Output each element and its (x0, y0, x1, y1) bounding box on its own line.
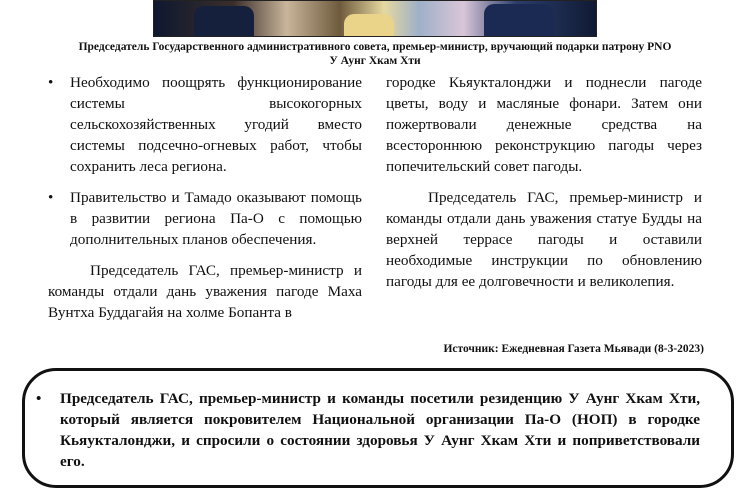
photo-caption (20, 40, 730, 68)
bullet-icon: • (36, 390, 42, 407)
paragraph: городке Кьяукталонджи и поднесли пагоде цветы, воду и масляные фонари. Затем они пожертвовали денежные средства на всестороннюю реконструкцию пагоды через попечительский совет пагоды. (386, 74, 702, 175)
bullet-text: Необходимо поощрять функционирование системы высокогорных сельскохозяйственных угодий вместо системы подсечно-огневых работ, чтобы сохранить леса региона. (70, 74, 362, 175)
photo-figure-left (194, 6, 254, 36)
bullet-item (48, 187, 362, 250)
highlight-box-text (36, 388, 700, 472)
bullet-icon: • (48, 189, 54, 206)
caption-line-1: Председатель Государственного административного совета, премьер-министр, вручающий подарки патрону PNO (78, 41, 672, 53)
caption-line-2: У Аунг Хкам Хти (329, 55, 421, 67)
bullet-text: Правительство и Тамадо оказывают помощь в развитии региона Па-О с помощью дополнительных планов обеспечения. (70, 189, 362, 248)
photo (153, 0, 597, 37)
photo-figure-gift (344, 14, 394, 36)
right-column (386, 72, 702, 292)
source-credit: Источник: Ежедневная Газета Мьявади (8-3-2023) (443, 343, 704, 355)
paragraph: Председатель ГАС, премьер-министр и команды отдали дань уважения пагоде Маха Вунтха Буддагайя на холме Бопанта в (48, 262, 362, 321)
highlight-text: Председатель ГАС, премьер-министр и команды посетили резиденцию У Аунг Хкам Хти, который является покровителем Национальной организации Па-О (НОП) в городке Кьяукталонджи, и спросили о состоянии здоровья У Аунг Хкам Хти и поприветствовали его. (60, 390, 700, 470)
bullet-icon: • (48, 74, 54, 91)
left-column (48, 72, 362, 323)
paragraph: Председатель ГАС, премьер-министр и команды отдали дань уважения статуе Будды на верхней террасе пагоды и оставили необходимые инструкции по обновлению пагоды для ее долговечности и великолепия. (386, 189, 702, 290)
bullet-item (48, 72, 362, 177)
photo-figure-right (484, 4, 554, 36)
